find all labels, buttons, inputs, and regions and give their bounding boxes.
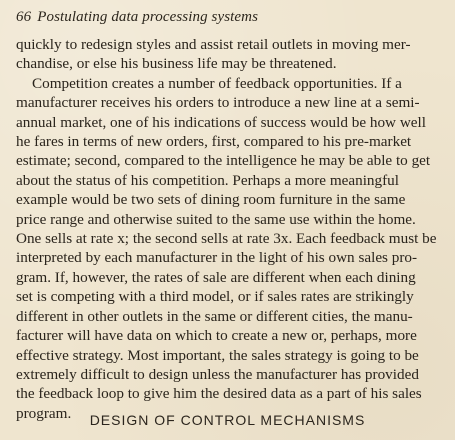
text-line: One sells at rate x; the second sells at rate 3x. Each feedback must be [16,230,437,248]
text-line: effective strategy. Most important, the sales strategy is going to be [16,346,419,364]
text-line: extremely difficult to design unless the manufacturer has provided [16,365,419,383]
text-line: facturer will have data on which to create a new or, perhaps, more [16,327,417,345]
section-heading: DESIGN OF CONTROL MECHANISMS [89,412,366,428]
page-number: 66 [16,9,32,25]
text-line: gram. If, however, the rates of sale are different when each dining [16,268,416,286]
text-line: set is competing with a third model, or if sales rates are strikingly [16,288,414,306]
text-line: annual market, one of his indications of success would be how well [16,113,426,131]
text-line: he fares in terms of new orders, first, compared to his pre-market [16,133,412,151]
text-line: different in other outlets in the same or different cities, the manu- [16,307,413,325]
text-line: interpreted by each manufacturer in the light of his own sales pro- [16,249,418,267]
text-line: manufacturer receives his orders to introduce a new line at a semi- [16,94,420,112]
paragraph-first-line: Competition creates a number of feedback opportunities. If a [32,74,402,92]
text-line: quickly to redesign styles and assist retail outlets in moving mer- [16,36,411,53]
text-line: price range and otherwise suited to the same use within the home. [16,210,416,228]
text-line: estimate; second, compared to the intelligence he may be able to get [16,152,431,170]
text-line: chandise, or else his business life may be threatened. [16,55,337,73]
running-head [16,9,439,31]
text-line: program. [16,404,72,422]
running-title: Postulating data processing systems [37,9,259,25]
body-text [16,35,439,423]
text-line: example would be two sets of dining room furniture in the same [16,191,406,209]
text-line: about the status of his competition. Perhaps a more meaningful [16,171,399,189]
text-line: the feedback loop to give him the desired data as a part of his sales [16,385,422,403]
